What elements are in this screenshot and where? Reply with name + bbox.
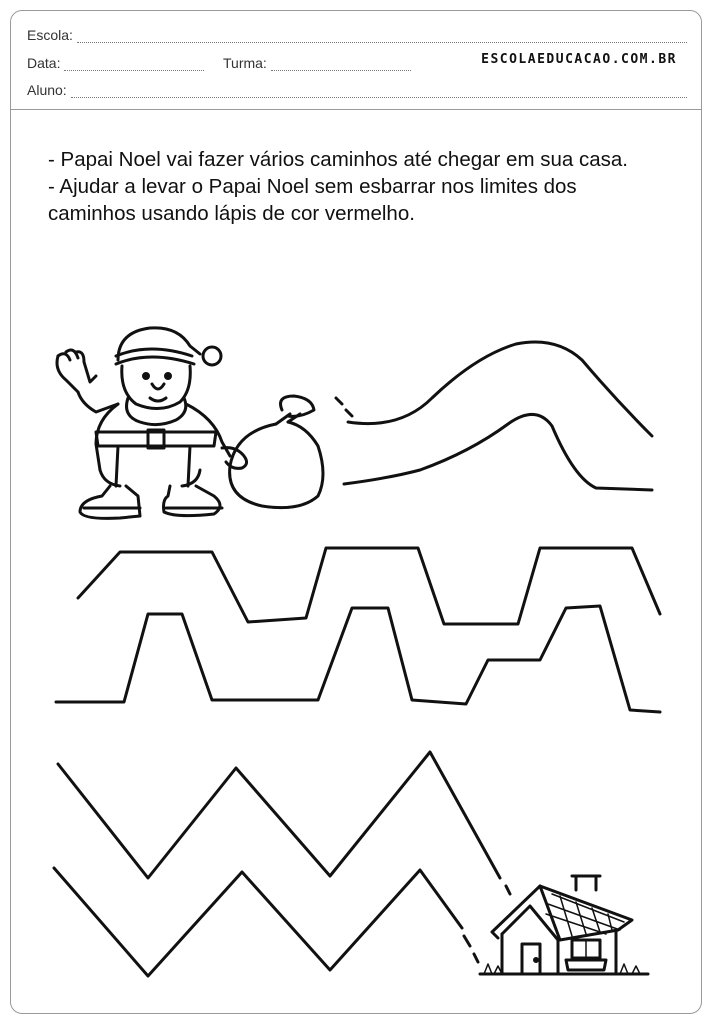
instruction-1: - Papai Noel vai fazer vários caminhos até chegar em sua casa. <box>48 148 628 171</box>
site-brand: ESCOLAEDUCACAO.COM.BR <box>481 52 677 67</box>
square-wave-path <box>56 548 660 712</box>
zigzag-path <box>54 752 510 976</box>
wave-path <box>336 342 652 490</box>
house-icon <box>480 876 648 974</box>
school-label: Escola: <box>27 27 73 43</box>
student-label: Aluno: <box>27 82 67 98</box>
gift-sack-icon <box>230 396 323 508</box>
santa-claus-icon <box>57 328 247 519</box>
class-label: Turma: <box>223 55 267 71</box>
instruction-2: - Ajudar a levar o Papai Noel sem esbarrar nos limites dos caminhos usando lápis de cor vermelho. <box>48 175 577 225</box>
date-label: Data: <box>27 55 61 71</box>
